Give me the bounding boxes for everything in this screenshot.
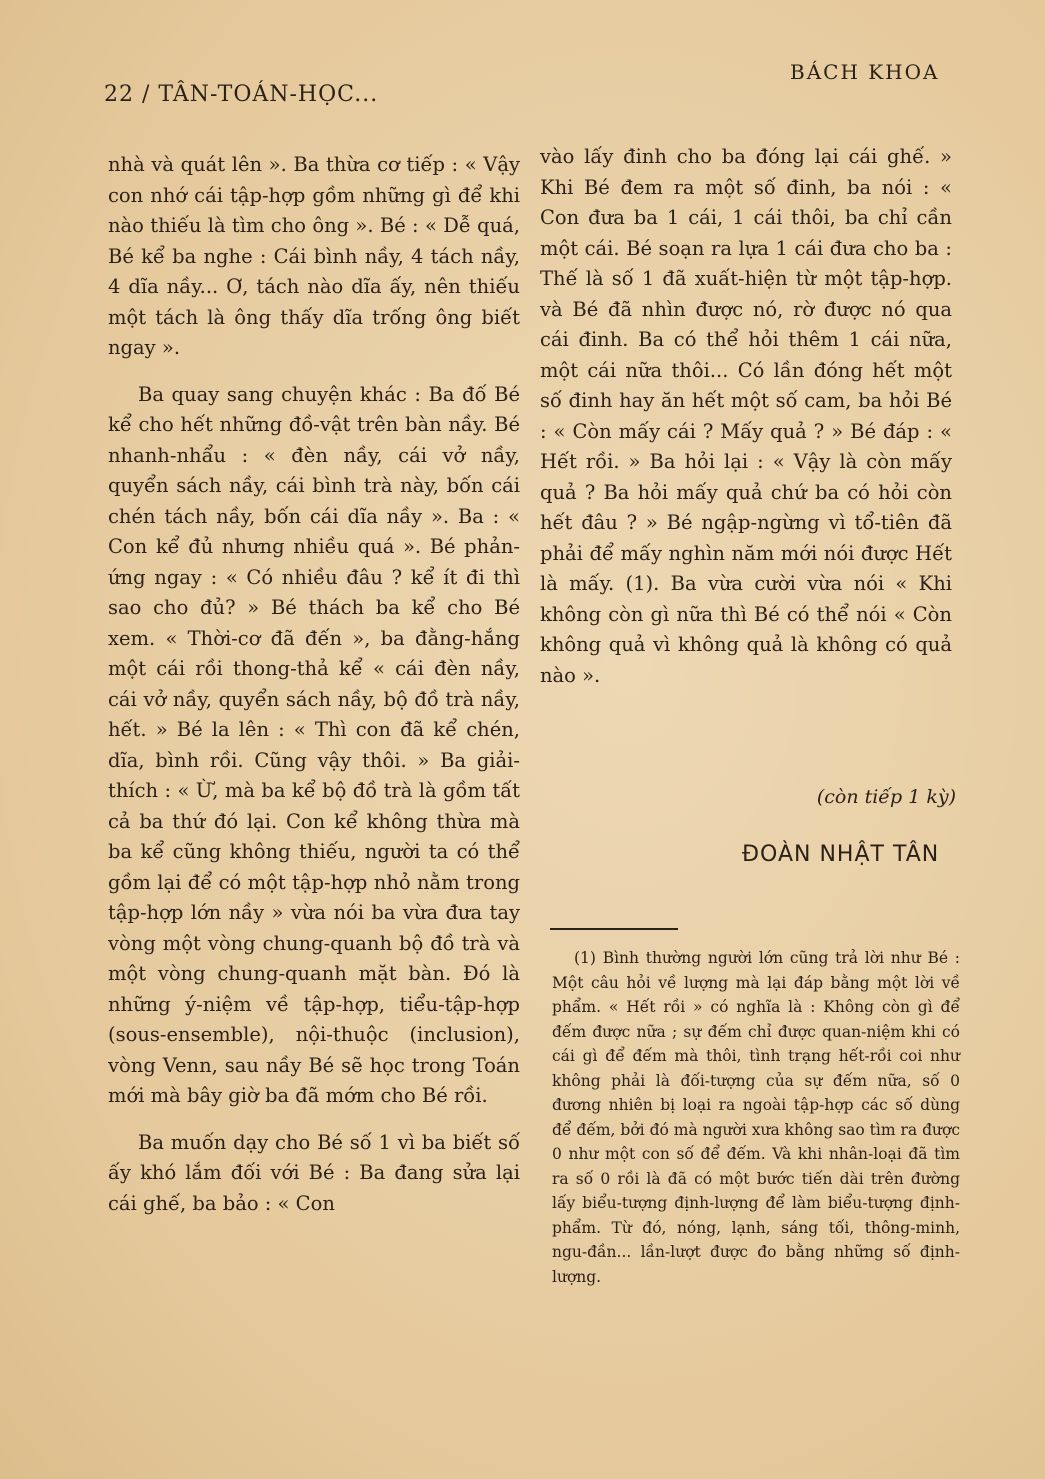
- left-paragraph-1: nhà và quát lên ». Ba thừa cơ tiếp : « Vậy con nhớ cái tập-hợp gồm những gì để khi nào thiếu là tìm cho ông ». Bé : « Dễ quá, Bé kể ba nghe : Cái bình nầy, 4 tách nầy, 4 dĩa nầy... Ơ, tách nào dĩa ấy, nên thiếu một tách là ông thấy dĩa trống ông biết ngay ».: [108, 153, 520, 359]
- author-name: ĐOÀN NHẬT TÂN: [742, 842, 940, 867]
- page-header-title: 22 / TÂN-TOÁN-HỌC...: [104, 82, 379, 107]
- footnote: [552, 946, 960, 1289]
- right-column: [540, 142, 952, 707]
- left-paragraph-2: Ba quay sang chuyện khác : Ba đố Bé kể cho hết những đồ-vật trên bàn nầy. Bé nhanh-nhẩu : « đèn nầy, cái vở nầy, quyển sách nầy, cái bình trà này, bốn cái chén tách nầy, bốn cái dĩa nầy ». Ba : « Con kể đủ nhưng nhiều quá ». Bé phản-ứng ngay : « Có nhiều đâu ? kể ít đi thì sao cho đủ? » Bé thách ba kể cho Bé xem. « Thời-cơ đã đến », ba đằng-hắng một cái rồi thong-thả kể « cái đèn nầy, cái vở nầy, quyển sách nầy, bộ đồ trà nầy, hết. » Bé la lên : « Thì con đã kể chén, dĩa, bình rồi. Cũng vậy thôi. » Ba giải-thích : « Ừ, mà ba kể bộ đồ trà là gồm tất cả ba thứ đó lại. Con kể không thừa mà ba kể cũng không thiếu, người ta có thể gồm lại để có một tập-hợp nhỏ nằm trong tập-hợp lớn nầy » vừa nói ba vừa đưa tay vòng một vòng chung-quanh bộ đồ trà và một vòng chung-quanh mặt bàn. Đó là những ý-niệm về tập-hợp, tiểu-tập-hợp (sous-ensemble), nội-thuộc (inclusion), vòng Venn, sau nầy Bé sẽ học trong Toán mới mà bây giờ ba đã mớm cho Bé rồi.: [108, 382, 520, 1107]
- left-paragraph-3: Ba muốn dạy cho Bé số 1 vì ba biết số ấy khó lắm đối với Bé : Ba đang sửa lại cái ghế, ba bảo : « Con: [108, 1130, 520, 1215]
- to-be-continued: (còn tiếp 1 kỳ): [816, 786, 956, 808]
- left-column: [108, 150, 520, 1235]
- magazine-name: BÁCH KHOA: [790, 60, 940, 84]
- right-paragraph-1: vào lấy đinh cho ba đóng lại cái ghế. » Khi Bé đem ra một số đinh, ba nói : « Con đưa ba 1 cái, 1 cái thôi, ba chỉ cần một cái. Bé soạn ra lựa 1 cái đưa cho ba : Thế là số 1 đã xuất-hiện từ một tập-hợp. và Bé đã nhìn được nó, rờ được nó qua cái đinh. Ba có thể hỏi thêm 1 cái nữa, một cái nữa thôi... Có lần đóng hết một số đinh hay ăn hết một số cam, ba hỏi Bé : « Còn mấy cái ? Mấy quả ? » Bé đáp : « Hết rồi. » Ba hỏi lại : « Vậy là còn mấy quả ? Ba hỏi mấy quả chứ ba có hỏi còn hết đâu ? » Bé ngập-ngừng vì tổ-tiên đã phải để mấy nghìn năm mới nói được Hết là mấy. (1). Ba vừa cười vừa nói « Khi không còn gì nữa thì Bé có thể nói « Còn không quả vì không quả là không có quả nào ».: [540, 145, 952, 687]
- footnote-text: (1) Bình thường người lớn cũng trả lời như Bé : Một câu hỏi về lượng mà lại đáp bằng một lời về phẩm. « Hết rồi » có nghĩa là : Không còn gì để đếm được nữa ; sự đếm chỉ được quan-niệm khi có cái gì để đếm mà thôi, tình trạng hết-rồi coi như không phải là đối-tượng của sự đếm nữa, số 0 đương nhiên bị loại ra ngoài tập-hợp các số dùng để đếm, bởi đó mà người xưa không sao tìm ra được 0 như một con số để đếm. Và khi nhân-loại đã tìm ra số 0 rồi là đã có một bước tiến dài trên đường lấy biểu-tượng định-lượng để làm biểu-tượng định-phẩm. Từ đó, nóng, lạnh, sáng tối, thông-minh, ngu-đần... lần-lượt được đo bằng những số định-lượng.: [552, 949, 960, 1286]
- footnote-divider: [550, 928, 678, 930]
